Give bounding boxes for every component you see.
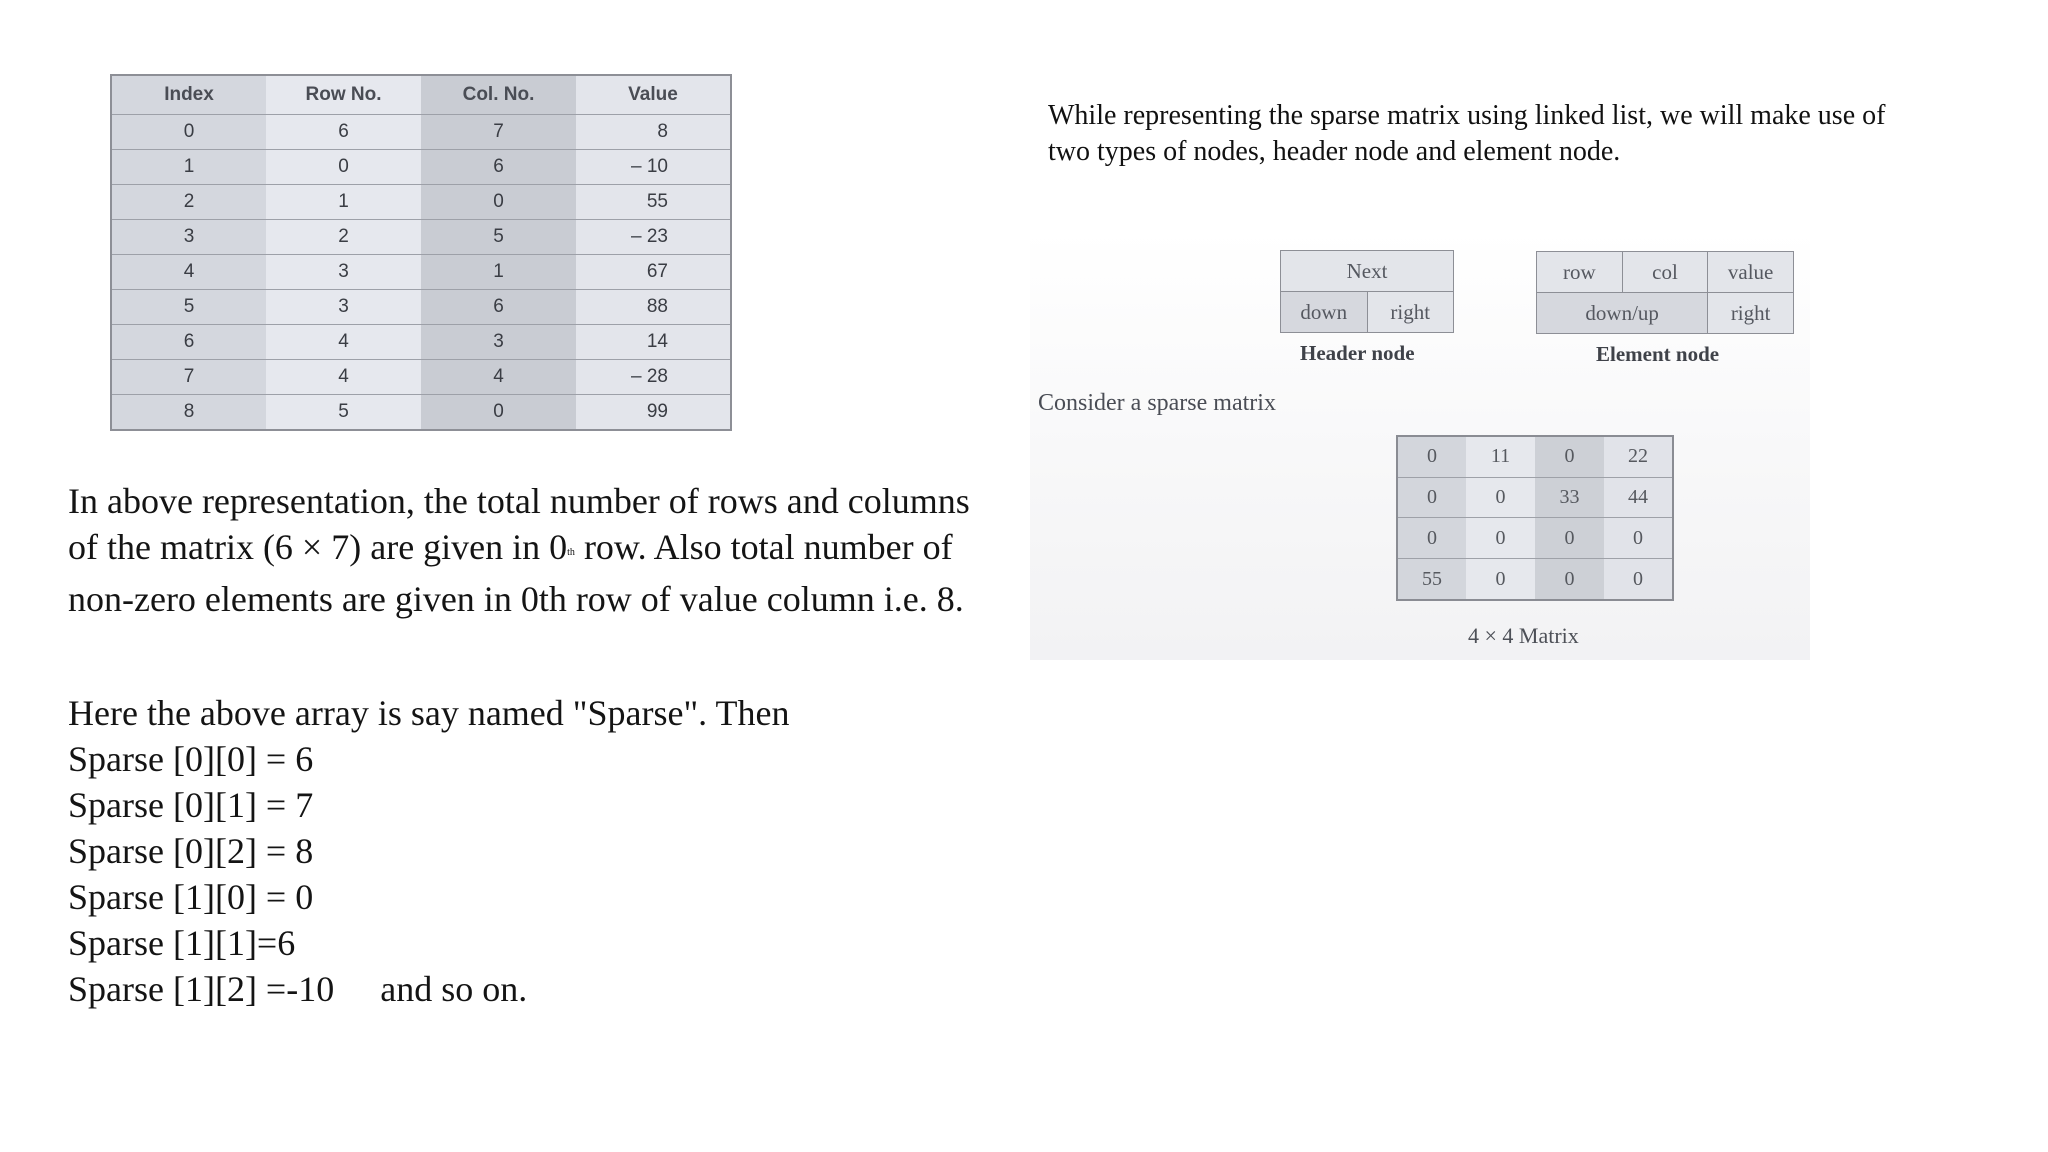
cell-row-no: 4 xyxy=(266,360,421,395)
matrix-cell: 0 xyxy=(1604,559,1673,600)
header-col-no: Col. No. xyxy=(421,75,576,115)
cell-col-no: 5 xyxy=(421,220,576,255)
cell-col-no: 6 xyxy=(421,290,576,325)
matrix-cell: 0 xyxy=(1397,518,1466,559)
table-row xyxy=(111,220,731,255)
table-row xyxy=(111,395,731,431)
cell-row-no: 6 xyxy=(266,115,421,150)
ordinal-superscript: th xyxy=(567,547,575,558)
element-node-down-up: down/up xyxy=(1537,293,1708,334)
matrix-cell: 0 xyxy=(1535,559,1604,600)
cell-value: – 28 xyxy=(576,360,731,395)
cell-index: 7 xyxy=(111,360,266,395)
cell-row-no: 2 xyxy=(266,220,421,255)
matrix-cell: 55 xyxy=(1397,559,1466,600)
table-row xyxy=(111,115,731,150)
cell-value: – 23 xyxy=(576,220,731,255)
cell-value: 67 xyxy=(576,255,731,290)
sparse-line: Sparse [1][2] =-10 xyxy=(68,969,335,1009)
cell-value: 99 xyxy=(576,395,731,431)
matrix-cell: 0 xyxy=(1397,436,1466,477)
cell-index: 0 xyxy=(111,115,266,150)
matrix-cell: 0 xyxy=(1466,518,1535,559)
matrix-cell: 0 xyxy=(1535,518,1604,559)
sparse-line: Sparse [1][1]=6 xyxy=(68,923,296,963)
table-row xyxy=(111,255,731,290)
cell-index: 2 xyxy=(111,185,266,220)
matrix-row xyxy=(1397,436,1673,477)
cell-row-no: 3 xyxy=(266,255,421,290)
consider-sparse-matrix-text: Consider a sparse matrix xyxy=(1038,390,1276,416)
table-row xyxy=(111,150,731,185)
header-value: Value xyxy=(576,75,731,115)
header-index: Index xyxy=(111,75,266,115)
cell-value: 88 xyxy=(576,290,731,325)
matrix-cell: 0 xyxy=(1604,518,1673,559)
cell-value: 55 xyxy=(576,185,731,220)
matrix-cell: 44 xyxy=(1604,477,1673,518)
element-node-row: row xyxy=(1537,252,1623,293)
header-node-right: right xyxy=(1367,292,1454,333)
sparse-line-last xyxy=(68,966,998,1012)
cell-row-no: 0 xyxy=(266,150,421,185)
cell-value: 8 xyxy=(576,115,731,150)
matrix-cell: 0 xyxy=(1466,477,1535,518)
cell-col-no: 6 xyxy=(421,150,576,185)
cell-index: 5 xyxy=(111,290,266,325)
header-row-no: Row No. xyxy=(266,75,421,115)
header-node-caption: Header node xyxy=(1300,341,1415,365)
element-node-right: right xyxy=(1708,293,1794,334)
sparse-array-intro: Here the above array is say named "Sparse". Then xyxy=(68,693,790,733)
element-node-value: value xyxy=(1708,252,1794,293)
cell-col-no: 3 xyxy=(421,325,576,360)
sparse-line: Sparse [0][2] = 8 xyxy=(68,831,314,871)
matrix-cell: 11 xyxy=(1466,436,1535,477)
cell-col-no: 0 xyxy=(421,395,576,431)
table-row xyxy=(111,325,731,360)
table-row xyxy=(111,290,731,325)
matrix-row xyxy=(1397,477,1673,518)
table-row xyxy=(111,360,731,395)
linked-list-intro: While representing the sparse matrix using linked list, we will make use of two types of nodes, header node and element node. xyxy=(1048,100,1886,167)
cell-value: – 10 xyxy=(576,150,731,185)
cell-row-no: 4 xyxy=(266,325,421,360)
sparse-matrix-4x4 xyxy=(1396,435,1674,601)
representation-paragraph xyxy=(68,478,998,622)
cell-index: 1 xyxy=(111,150,266,185)
table-row xyxy=(111,185,731,220)
header-node-diagram xyxy=(1280,250,1454,333)
cell-row-no: 3 xyxy=(266,290,421,325)
matrix-caption: 4 × 4 Matrix xyxy=(1468,623,1579,648)
element-node-diagram xyxy=(1536,251,1794,334)
representation-text-a: In above representation, the total number of rows and columns of the matrix (6 × 7) are given in 0 xyxy=(68,481,970,567)
and-so-on-text: and so on. xyxy=(380,969,528,1009)
sparse-table-header-row xyxy=(111,75,731,115)
cell-row-no: 5 xyxy=(266,395,421,431)
matrix-cell: 0 xyxy=(1466,559,1535,600)
header-node-down: down xyxy=(1281,292,1368,333)
sparse-triplet-table xyxy=(110,74,732,431)
matrix-cell: 0 xyxy=(1397,477,1466,518)
cell-index: 4 xyxy=(111,255,266,290)
matrix-row xyxy=(1397,518,1673,559)
sparse-line: Sparse [0][0] = 6 xyxy=(68,739,314,779)
representation-text-b: row. Also total number of non-zero elements are given in 0th row of value column i.e. 8. xyxy=(68,527,964,619)
element-node-col: col xyxy=(1622,252,1708,293)
cell-col-no: 0 xyxy=(421,185,576,220)
cell-row-no: 1 xyxy=(266,185,421,220)
sparse-array-paragraph xyxy=(68,690,998,1012)
matrix-cell: 22 xyxy=(1604,436,1673,477)
matrix-row xyxy=(1397,559,1673,600)
cell-col-no: 1 xyxy=(421,255,576,290)
cell-index: 8 xyxy=(111,395,266,431)
cell-col-no: 7 xyxy=(421,115,576,150)
header-node-next: Next xyxy=(1281,251,1454,292)
cell-value: 14 xyxy=(576,325,731,360)
cell-index: 3 xyxy=(111,220,266,255)
cell-col-no: 4 xyxy=(421,360,576,395)
cell-index: 6 xyxy=(111,325,266,360)
element-node-caption: Element node xyxy=(1596,342,1720,366)
sparse-line: Sparse [0][1] = 7 xyxy=(68,785,314,825)
matrix-cell: 33 xyxy=(1535,477,1604,518)
matrix-cell: 0 xyxy=(1535,436,1604,477)
sparse-line: Sparse [1][0] = 0 xyxy=(68,877,314,917)
